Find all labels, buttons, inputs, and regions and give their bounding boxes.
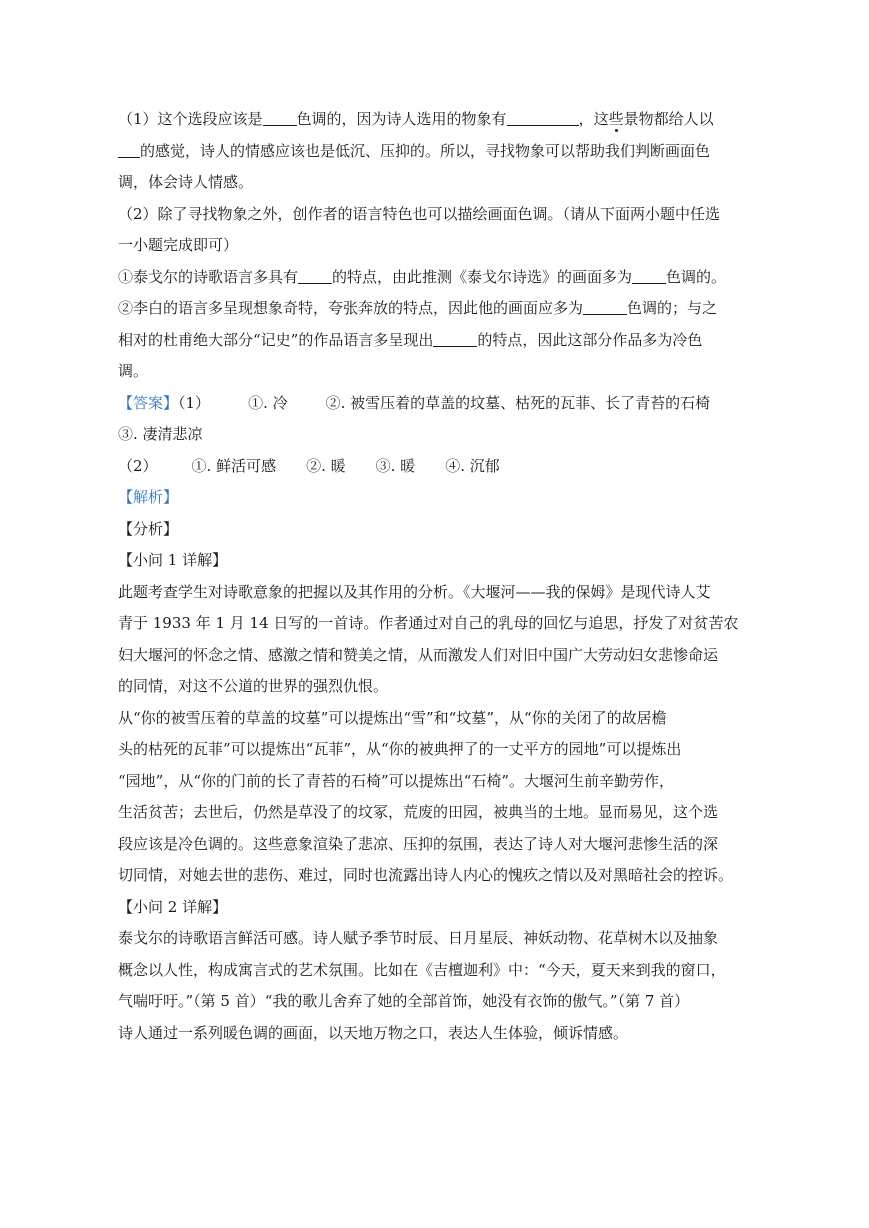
- blank: [507, 110, 579, 126]
- answer-1-1: ①. 冷: [248, 393, 288, 412]
- p1-line: 此题考查学生对诗歌意象的把握以及其作用的分析。《大堰河——我的保姆》是现代诗人艾: [118, 582, 711, 601]
- p3-line: 气喘吁吁。”（第 5 首）“我的歌儿舍弃了她的全部首饰，她没有衣饰的傲气。”（第 7 首）: [118, 992, 690, 1010]
- q2-sub-1: ①泰戈尔的诗歌语言多具有 的特点，由此推测《泰戈尔诗选》的画面多为 色调的。: [118, 267, 727, 286]
- blank: [583, 299, 627, 315]
- q2-line-2: 一小题完成即可）: [118, 236, 239, 254]
- sub1-title: 【小问 1 详解】: [118, 551, 228, 569]
- p1-line: 的同情，对这不公道的世界的强烈仇恨。: [118, 677, 389, 695]
- p2-line: 生活贫苦；去世后，仍然是草没了的坟冢，荒废的田园，被典当的土地。显而易见，这个选: [118, 803, 719, 821]
- q2-sub-2: ②李白的语言多呈现想象奇特，夸张奔放的特点，因此他的画面应多为 色调的；与之: [118, 299, 718, 317]
- answer-2-2: ②. 暖: [306, 456, 346, 475]
- answer-line-1: 【答案】（1） ①. 冷 ②. 被雪压着的草盖的坟墓、枯死的瓦菲、长了青苔的石椅: [118, 393, 711, 412]
- blank: [433, 331, 477, 347]
- p3-line: 概念以人性，构成寓言式的艺术氛围。比如在《吉檀迦利》中：“今天，夏天来到我的窗口，: [118, 960, 726, 979]
- answer-line-2: [118, 419, 746, 451]
- p2-line: 段应该是冷色调的。这些意象渲染了悲凉、压抑的氛围，表达了诗人对大堰河悲惨生活的深: [118, 834, 719, 853]
- blank: [298, 268, 332, 284]
- q1-line-1: （1）这个选段应该是 色调的，因为诗人选用的物象有 ，这些景物都给人以: [118, 110, 714, 128]
- blank: [263, 110, 297, 126]
- p2-line: “园地”，从“你的门前的长了青苔的石椅”可以提炼出“石椅”。大堰河生前辛勤劳作，: [118, 771, 675, 790]
- answer-1-2: ②. 被雪压着的草盖的坟墓、枯死的瓦菲、长了青苔的石椅: [325, 393, 711, 412]
- blank: [118, 142, 140, 158]
- answer-label: 【答案】: [118, 393, 179, 412]
- p2-line: 头的枯死的瓦菲”可以提炼出“瓦菲”，从“你的被典押了的一丈平方的园地”可以提炼出: [118, 740, 682, 758]
- p1-line: 青于 1933 年 1 月 14 日写的一首诗。作者通过对自己的乳母的回忆与追思，抒发了对贫苦农: [118, 614, 739, 632]
- q2-line-1: （2）除了寻找物象之外，创作者的语言特色也可以描绘画面色调。（请从下面两小题中任选: [118, 204, 721, 223]
- answer-2-4: ④. 沉郁: [445, 456, 500, 475]
- answer-2-3: ③. 暖: [375, 456, 416, 475]
- p3-line: 泰戈尔的诗歌语言鲜活可感。诗人赋予季节时辰、日月星辰、神妖动物、花草树木以及抽象: [118, 929, 719, 947]
- sub2-title: 【小问 2 详解】: [118, 897, 228, 916]
- q2-sub-2-line-3: 调。: [118, 362, 149, 380]
- q1-line-3: 调，体会诗人情感。: [118, 173, 254, 191]
- p1-line: 妇大堰河的怀念之情、感激之情和赞美之情，从而激发人们对旧中国广大劳动妇女悲惨命运: [118, 645, 719, 664]
- document-content: [118, 104, 746, 1049]
- p2-line: 从“你的被雪压着的草盖的坟墓”可以提炼出“雪”和“坟墓”，从“你的关闭了的故居檐: [118, 708, 667, 727]
- fenxi-label: 【分析】: [118, 519, 179, 538]
- q2-sub-2-line-2: 相对的杜甫绝大部分“记史”的作品语言多呈现出 的特点，因此这部分作品多为冷色: [118, 330, 703, 349]
- q1-line-2: 的感觉，诗人的情感应该也是低沉、压抑的。所以，寻找物象可以帮助我们判断画面色: [118, 136, 746, 168]
- answer-2-1: ①. 鲜活可感: [191, 456, 277, 475]
- answer-1-3: ③. 凄清悲凉: [118, 425, 203, 443]
- analysis-label: 【解析】: [118, 488, 179, 506]
- p2-line: 切同情，对她去世的悲伤、难过，同时也流露出诗人内心的愧疚之情以及对黑暗社会的控诉。: [118, 866, 734, 884]
- p3-line: 诗人通过一系列暖色调的画面，以天地万物之口，表达人生体验，倾诉情感。: [118, 1023, 629, 1042]
- blank: [632, 268, 666, 284]
- answer-line-3: （2） ①. 鲜活可感 ②. 暖 ③. 暖 ④. 沉郁: [118, 456, 500, 475]
